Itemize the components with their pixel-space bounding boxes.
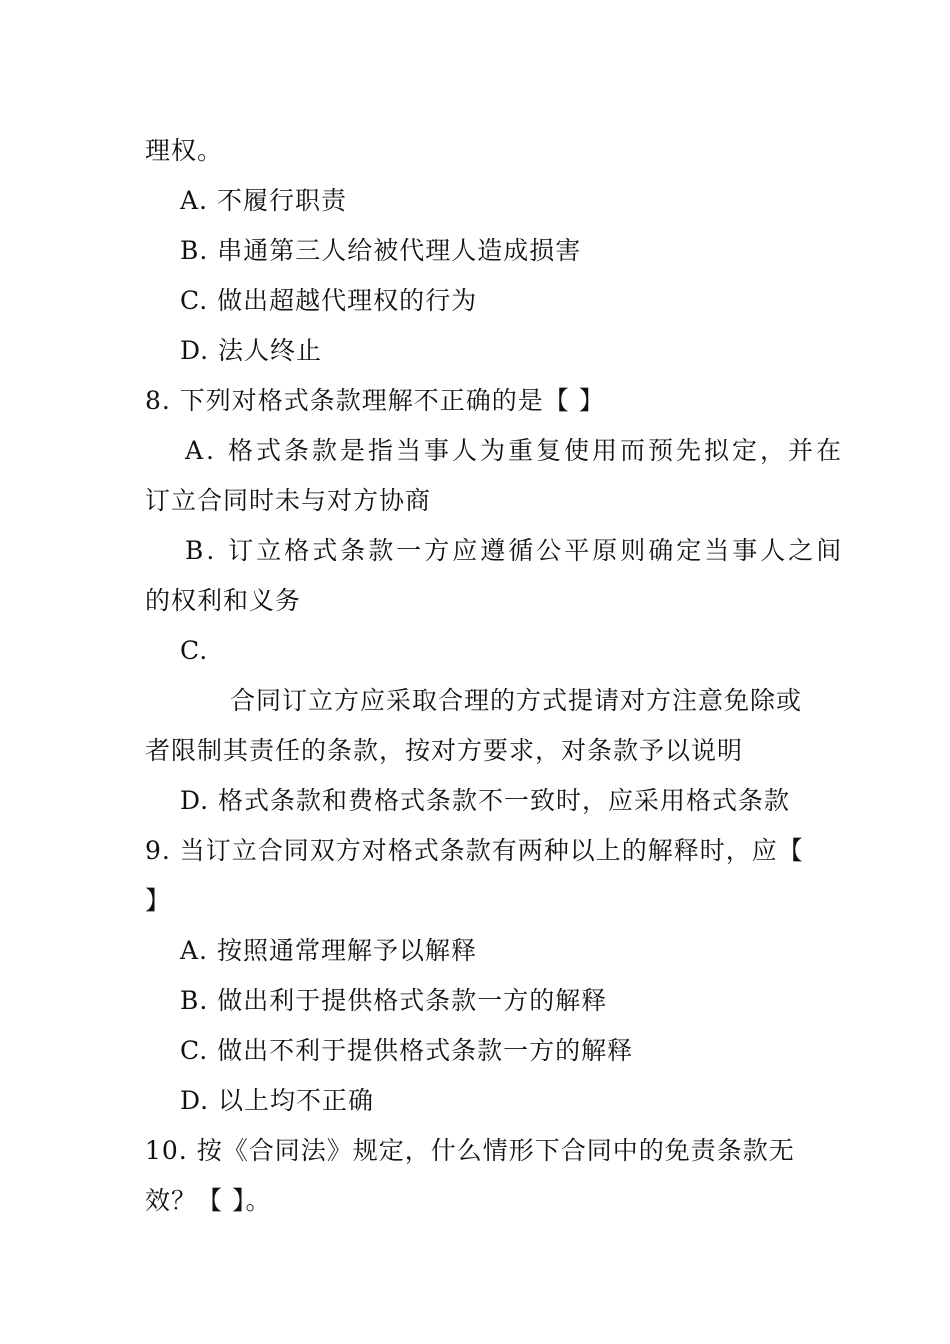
- question-10: 10. 按《合同法》规定，什么情形下合同中的免责条款无: [145, 1136, 795, 1165]
- option-a: A. 不履行职责: [180, 186, 347, 215]
- text-line: 者限制其责任的条款，按对方要求，对条款予以说明: [145, 736, 744, 765]
- question-8: 8. 下列对格式条款理解不正确的是【 】: [145, 386, 605, 415]
- question-9: 9. 当订立合同双方对格式条款有两种以上的解释时，应【: [145, 836, 804, 865]
- option-b: B. 串通第三人给被代理人造成损害: [180, 236, 582, 265]
- option-b: B. 订立格式条款一方应遵循公平原则确定当事人之间: [185, 536, 845, 565]
- option-c: C. 做出不利于提供格式条款一方的解释: [180, 1036, 634, 1065]
- text-line: 订立合同时未与对方协商: [145, 486, 432, 515]
- option-c: C. 做出超越代理权的行为: [180, 286, 478, 315]
- option-a: A. 格式条款是指当事人为重复使用而预先拟定，并在: [185, 436, 844, 465]
- option-d: D. 法人终止: [180, 336, 323, 365]
- text-line: 效？【 】。: [145, 1186, 272, 1215]
- text-line: 合同订立方应采取合理的方式提请对方注意免除或: [230, 686, 803, 715]
- option-a: A. 按照通常理解予以解释: [180, 936, 477, 965]
- option-b: B. 做出利于提供格式条款一方的解释: [180, 986, 608, 1015]
- text-line: 理权。: [145, 136, 224, 165]
- text-line: 】: [145, 886, 172, 915]
- text-line: 的权利和义务: [145, 586, 302, 615]
- option-c: C.: [180, 636, 209, 665]
- option-d: D. 格式条款和费格式条款不一致时，应采用格式条款: [180, 786, 791, 815]
- option-d: D. 以上均不正确: [180, 1086, 375, 1115]
